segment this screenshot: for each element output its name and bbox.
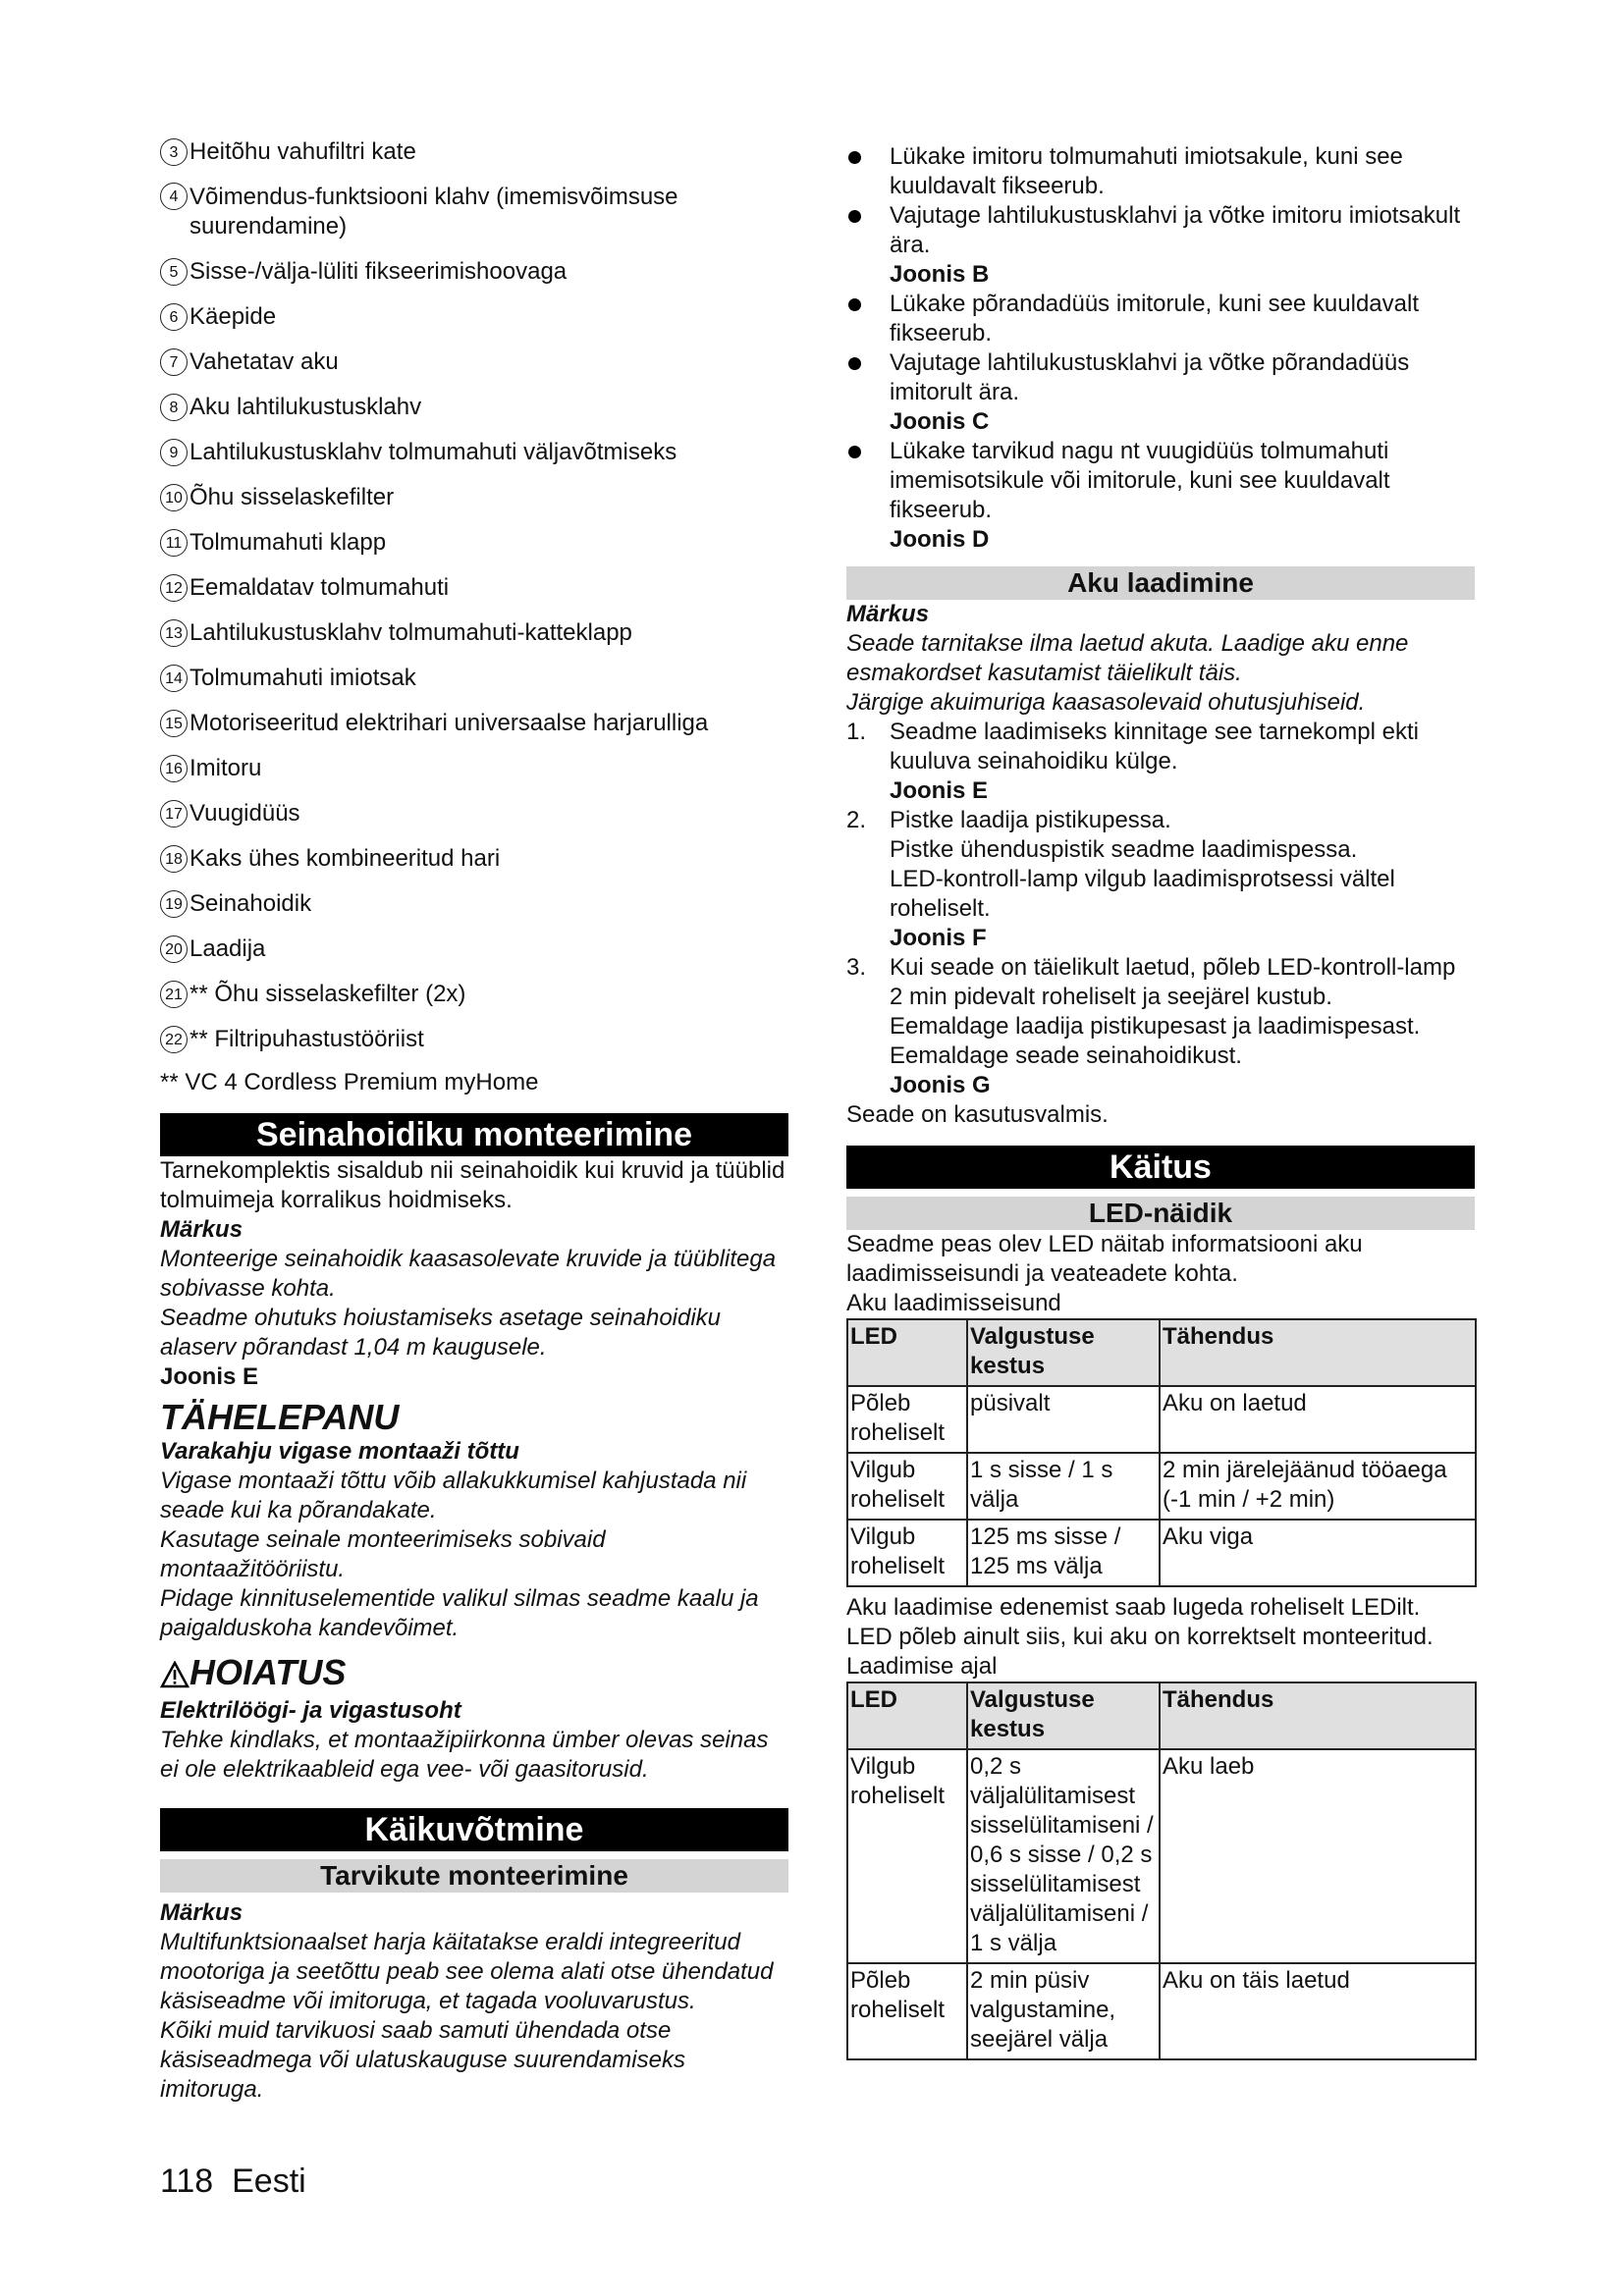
item-label: Tolmumahuti imiotsak: [189, 665, 416, 691]
caution-text-1: Vigase montaaži tõttu võib allakukkumisel kahjustada nii seade kui ka põrandakate.: [160, 1468, 747, 1523]
item-label: Imitoru: [189, 755, 262, 781]
parts-list-item: [160, 302, 788, 332]
table-header-cell: Tähendus: [1160, 1682, 1476, 1749]
table-cell: 2 min püsiv valgustamine, seejärel välja: [967, 1963, 1160, 2059]
parts-list-item: [160, 934, 788, 964]
charging-step-1-figure: Joonis E: [890, 777, 989, 804]
accessory-step: [846, 290, 1475, 348]
warning-title: HOIATUS: [189, 1652, 347, 1692]
charging-ready: Seade on kasutusvalmis.: [846, 1101, 1109, 1128]
step-text: Kui seade on täielikult laetud, põleb LED-kontroll-lamp 2 min pidevalt roheliselt ja seejärel kustub.: [890, 954, 1456, 1010]
caution-text-2: Kasutage seinale monteerimiseks sobivaid montaažitööriistu.: [160, 1526, 606, 1582]
parts-footnote: ** VC 4 Cordless Premium myHome: [160, 1069, 539, 1095]
charging-note-1: Seade tarnitakse ilma laetud akuta. Laadige aku enne esmakordset kasutamist täielikult täis.: [846, 630, 1409, 686]
table-cell: 125 ms sisse / 125 ms välja: [967, 1520, 1160, 1586]
table-row: [847, 1749, 1476, 1963]
parts-list-item: [160, 438, 788, 467]
parts-list-item: [160, 980, 788, 1009]
item-number-badge: 6: [160, 303, 188, 331]
parts-list-item: [160, 618, 788, 648]
bullet-icon: [848, 446, 861, 458]
accessory-step: [846, 142, 1475, 201]
bullet-icon: [848, 357, 861, 370]
table-cell: Aku laeb: [1160, 1749, 1476, 1963]
accessory-step-text: Vajutage lahtilukustusklahvi ja võtke põrandadüüs imitorult ära.: [890, 349, 1410, 405]
startup-note-label: Märkus: [160, 1899, 244, 1926]
led-status-table: [846, 1318, 1477, 1587]
table-cell: 1 s sisse / 1 s välja: [967, 1453, 1160, 1520]
item-label: Käepide: [189, 303, 277, 330]
parts-list-item: [160, 573, 788, 603]
table-cell: püsivalt: [967, 1386, 1160, 1453]
table-cell: Vilgub roheliselt: [847, 1749, 967, 1963]
parts-list-item: [160, 709, 788, 738]
subheading-accessories: Tarvikute monteerimine: [160, 1859, 788, 1893]
parts-list-item: [160, 393, 788, 422]
wall-mount-intro: Tarnekomplektis sisaldub nii seinahoidik kui kruvid ja tüüblid tolmuimeja korralikus hoidmiseks.: [160, 1157, 785, 1213]
parts-list-item: [160, 483, 788, 512]
table-cell: Aku viga: [1160, 1520, 1476, 1586]
wall-mount-note-2: Seadme ohutuks hoiustamiseks asetage seinahoidiku alaserv põrandast 1,04 m kaugusele.: [160, 1305, 722, 1361]
charging-step-2: [846, 806, 1475, 835]
table-cell: Aku on laetud: [1160, 1386, 1476, 1453]
item-label: Laadija: [189, 935, 266, 962]
step-number: 2.: [846, 807, 867, 833]
charging-step-3-sub-1: Eemaldage laadija pistikupesast ja laadimispesast.: [890, 1013, 1421, 1040]
table-cell: Aku on täis laetud: [1160, 1963, 1476, 2059]
item-number-badge: 15: [160, 710, 188, 737]
item-number-badge: 12: [160, 574, 188, 602]
wall-mount-note-1: Monteerige seinahoidik kaasasolevate kruvide ja tüüblitega sobivasse kohta.: [160, 1246, 777, 1302]
accessory-step-text: Lükake imitoru tolmumahuti imiotsakule, kuni see kuuldavalt fikseerub.: [890, 143, 1403, 199]
item-label: Heitõhu vahufiltri kate: [189, 138, 416, 165]
parts-list-item: [160, 528, 788, 558]
section-heading-wall-mount: Seinahoidiku monteerimine: [160, 1113, 788, 1156]
warning-text: Tehke kindlaks, et montaažipiirkonna ümber olevas seinas ei ole elektrikaableid ega vee- või gaasitorusid.: [160, 1727, 769, 1783]
parts-list-item: [160, 799, 788, 828]
table-row: [847, 1520, 1476, 1586]
item-label: Motoriseeritud elektrihari universaalse harjarulliga: [189, 710, 709, 736]
table-header-cell: Valgustuse kestus: [967, 1319, 1160, 1386]
table-header-row: [847, 1319, 1476, 1386]
table-header-cell: LED: [847, 1682, 967, 1749]
accessory-step-text: Lükake põrandadüüs imitorule, kuni see kuuldavalt fikseerub.: [890, 291, 1420, 347]
table-cell: Põleb roheliselt: [847, 1386, 967, 1453]
item-number-badge: 9: [160, 439, 188, 466]
parts-list-item: [160, 844, 788, 874]
table2-caption: Laadimise ajal: [846, 1653, 998, 1680]
table-row: [847, 1386, 1476, 1453]
table-cell: 2 min järelejäänud tööaega (-1 min / +2 min): [1160, 1453, 1476, 1520]
item-label: Aku lahtilukustusklahv: [189, 394, 422, 420]
table-cell: Vilgub roheliselt: [847, 1453, 967, 1520]
parts-list-item: [160, 137, 788, 167]
subheading-led-display: LED-näidik: [846, 1197, 1475, 1230]
parts-list-item: [160, 183, 788, 241]
accessory-step-figure: Joonis B: [890, 261, 990, 288]
table-header-cell: Valgustuse kestus: [967, 1682, 1160, 1749]
item-number-badge: 5: [160, 258, 188, 286]
table-header-cell: Tähendus: [1160, 1319, 1476, 1386]
table-cell: Põleb roheliselt: [847, 1963, 967, 2059]
charging-step-2-sub-2: LED-kontroll-lamp vilgub laadimisprotsessi vältel roheliselt.: [890, 866, 1395, 922]
item-number-badge: 3: [160, 138, 188, 166]
item-label: Lahtilukustusklahv tolmumahuti-katteklapp: [189, 619, 632, 646]
charging-note-label: Märkus: [846, 601, 930, 627]
warning-triangle-icon: [160, 1657, 189, 1696]
step-number: 1.: [846, 719, 867, 745]
charging-steps: [846, 718, 1475, 1100]
parts-list-item: [160, 664, 788, 693]
footer-language: Eesti: [232, 2163, 306, 2200]
section-heading-operation: Käitus: [846, 1146, 1475, 1189]
item-number-badge: 17: [160, 800, 188, 828]
accessory-step-figure: Joonis D: [890, 526, 990, 553]
page-number: 118: [160, 2163, 214, 2200]
item-number-badge: 7: [160, 348, 188, 376]
startup-note-1: Multifunktsionaalset harja käitatakse eraldi integreeritud mootoriga ja seetõttu peab see olema alati otse ühendatud käsiseadme või imitoruga, et tagada vooluvarustus.: [160, 1929, 774, 2014]
accessory-step-figure: Joonis C: [890, 408, 990, 435]
accessory-step: [846, 348, 1475, 407]
led-progress-text-1: Aku laadimise edenemist saab lugeda roheliselt LEDilt.: [846, 1594, 1421, 1621]
parts-list-item: [160, 1025, 788, 1054]
item-label: Sisse-/välja-lüliti fikseerimishoovaga: [189, 258, 568, 285]
bullet-icon: [848, 210, 861, 223]
charging-step-1: [846, 718, 1475, 776]
item-number-badge: 4: [160, 183, 188, 210]
item-label: Kaks ühes kombineeritud hari: [189, 845, 501, 872]
table-header-row: [847, 1682, 1476, 1749]
item-number-badge: 19: [160, 890, 188, 918]
accessory-step-text: Lükake tarvikud nagu nt vuugidüüs tolmumahuti imemisotsikule või imitorule, kuni see kuuldavalt fikseerub.: [890, 438, 1390, 523]
item-label: Lahtilukustusklahv tolmumahuti väljavõtmiseks: [189, 439, 677, 465]
wall-mount-note-label: Märkus: [160, 1216, 244, 1243]
item-label: ** Õhu sisselaskefilter (2x): [189, 981, 466, 1007]
charging-step-3-sub-2: Eemaldage seade seinahoidikust.: [890, 1042, 1242, 1069]
accessory-step: [846, 437, 1475, 525]
item-number-badge: 16: [160, 755, 188, 782]
item-number-badge: 11: [160, 529, 188, 557]
table-row: [847, 1453, 1476, 1520]
item-label: Vuugidüüs: [189, 800, 300, 827]
item-label: Võimendus-funktsiooni klahv (imemisvõimsuse suurendamine): [189, 184, 678, 240]
warning-subtitle: Elektrilöögi- ja vigastusoht: [160, 1697, 461, 1724]
page-footer: [160, 2163, 306, 2201]
charging-note-2: Järgige akuimuriga kaasasolevaid ohutusjuhiseid.: [846, 689, 1366, 716]
table-cell: Vilgub roheliselt: [847, 1520, 967, 1586]
item-label: Õhu sisselaskefilter: [189, 484, 395, 510]
table-header-cell: LED: [847, 1319, 967, 1386]
table-row: [847, 1963, 1476, 2059]
section-heading-startup: Käikuvõtmine: [160, 1808, 788, 1851]
charging-step-3: [846, 953, 1475, 1012]
item-number-badge: 21: [160, 981, 188, 1008]
item-number-badge: 8: [160, 394, 188, 421]
caution-subtitle: Varakahju vigase montaaži tõttu: [160, 1438, 519, 1465]
bullet-icon: [848, 298, 861, 311]
warning-heading: [160, 1653, 788, 1696]
item-label: Vahetatav aku: [189, 348, 339, 375]
item-number-badge: 22: [160, 1026, 188, 1053]
left-column: [160, 137, 788, 2105]
step-number: 3.: [846, 954, 867, 981]
charging-step-3-figure: Joonis G: [890, 1072, 991, 1098]
accessory-steps: [846, 142, 1475, 555]
wall-mount-figure: Joonis E: [160, 1363, 259, 1390]
item-number-badge: 20: [160, 935, 188, 963]
caution-title: TÄHELEPANU: [160, 1397, 400, 1437]
right-column: [846, 142, 1475, 2060]
table-cell: 0,2 s väljalülitamisest sisselülitamiseni / 0,6 s sisse / 0,2 s sisselülitamisest väljalülitamiseni / 1 s välja: [967, 1749, 1160, 1963]
parts-list-item: [160, 889, 788, 919]
item-number-badge: 10: [160, 484, 188, 511]
table1-caption: Aku laadimisseisund: [846, 1290, 1061, 1316]
charging-step-2-figure: Joonis F: [890, 925, 987, 951]
led-progress-text-2: LED põleb ainult siis, kui aku on korrektselt monteeritud.: [846, 1624, 1434, 1650]
accessory-step: [846, 201, 1475, 260]
accessory-step-text: Vajutage lahtilukustusklahvi ja võtke imitoru imiotsakult ära.: [890, 202, 1461, 258]
charging-step-2-sub-1: Pistke ühenduspistik seadme laadimispessa.: [890, 836, 1358, 863]
operation-intro: Seadme peas olev LED näitab informatsiooni aku laadimisseisundi ja veateadete kohta.: [846, 1231, 1363, 1287]
parts-list-item: [160, 347, 788, 377]
item-number-badge: 18: [160, 845, 188, 873]
item-number-badge: 13: [160, 619, 188, 647]
parts-list-item: [160, 754, 788, 783]
startup-note-2: Kõiki muid tarvikuosi saab samuti ühendada otse käsiseadmega või ulatuskauguse suurendamiseks imitoruga.: [160, 2017, 685, 2103]
item-label: Seinahoidik: [189, 890, 312, 917]
step-text: Pistke laadija pistikupessa.: [890, 807, 1171, 833]
caution-text-3: Pidage kinnituselementide valikul silmas seadme kaalu ja paigalduskoha kandevõimet.: [160, 1585, 759, 1641]
parts-list: [160, 137, 788, 1054]
subheading-battery-charging: Aku laadimine: [846, 566, 1475, 600]
parts-list-item: [160, 257, 788, 287]
item-label: Tolmumahuti klapp: [189, 529, 387, 556]
item-label: ** Filtripuhastustööriist: [189, 1026, 424, 1052]
item-number-badge: 14: [160, 665, 188, 692]
bullet-icon: [848, 151, 861, 164]
step-text: Seadme laadimiseks kinnitage see tarnekompl ekti kuuluva seinahoidiku külge.: [890, 719, 1419, 774]
item-label: Eemaldatav tolmumahuti: [189, 574, 450, 601]
led-charging-table: [846, 1682, 1477, 2060]
